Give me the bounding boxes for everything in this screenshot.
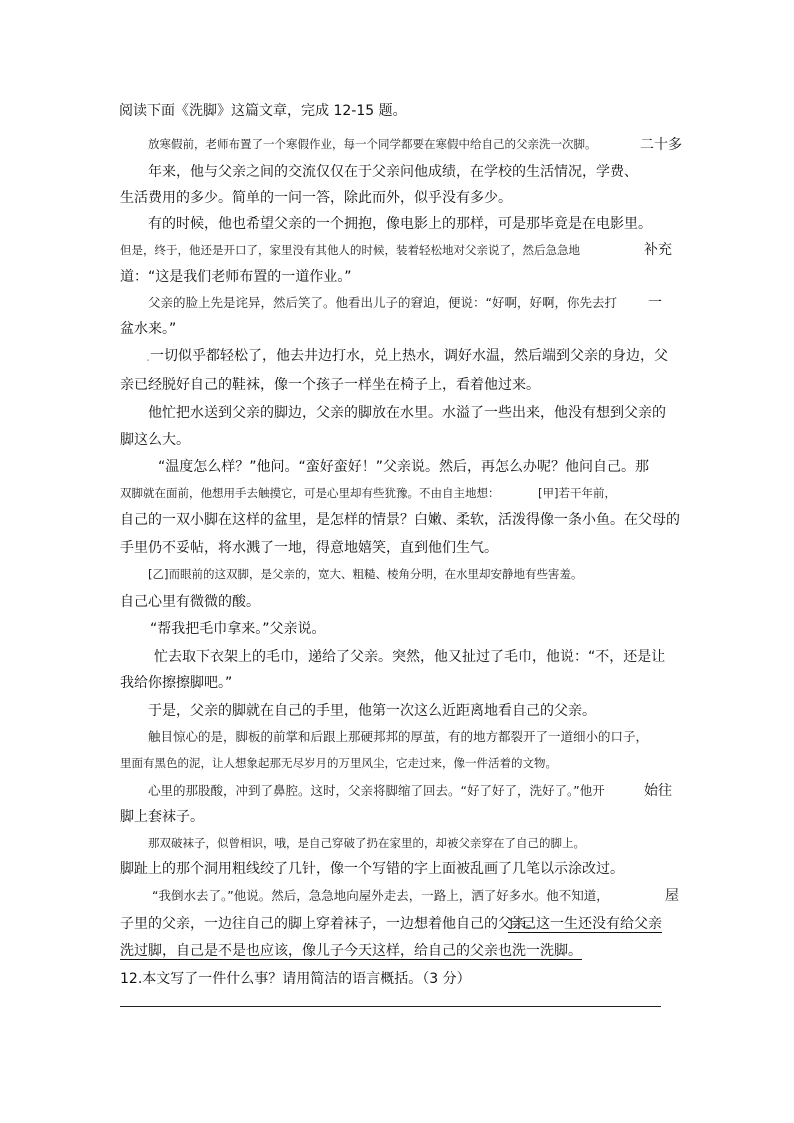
text-line: 放寒假前，老师布置了一个寒假作业，每一个同学都要在寒假中给自己的父亲洗一次脚。 <box>148 137 597 151</box>
text-line: 盆水来。” <box>120 321 177 337</box>
text-line: 他忙把水送到父亲的脚边，父亲的脚放在水里。水溢了一些出来，他没有想到父亲的 <box>148 405 666 421</box>
answer-line[interactable] <box>120 1006 661 1007</box>
text-line: 父亲的脸上先是诧异，然后笑了。他看出儿子的窘迫，便说：“好啊，好啊，你先去打 <box>148 295 617 310</box>
text-line: 但是，终于，他还是开口了，家里没有其他人的时候，装着轻松地对父亲说了，然后急急地 <box>120 243 580 257</box>
text-line: 生活费用的多少。简单的一问一答，除此而外，似乎没有多少。 <box>120 190 512 206</box>
text-line: 自己心里有微微的酸。 <box>120 594 260 610</box>
text-line-tail: 补充 <box>644 242 672 258</box>
text-line: 脚趾上的那个洞用粗线绞了几针，像一个写错的字上面被乱画了几笔以示涂改过。 <box>120 861 624 877</box>
text-line: 年来，他与父亲之间的交流仅仅在于父亲问他成绩，在学校的生活情况，学费、 <box>148 164 638 180</box>
underlined-sentence: 洗过脚，自己是不是也应该，像儿子今天这样，给自己的父亲也洗一洗脚。 <box>120 943 582 959</box>
text-line-tail: 二十多 <box>640 137 682 153</box>
text-line-tail: [甲]若干年前， <box>538 486 616 500</box>
text-line: 有的时候，他也希望父亲的一个拥抱，像电影上的那样，可是那毕竟是在电影里。 <box>148 216 652 232</box>
text-line: 道：“这是我们老师布置的一道作业。” <box>120 269 352 285</box>
text-line: 里面有黑色的泥，让人想象起那无尽岁月的万里风尘，它走过来，像一件活着的文物。 <box>120 756 557 770</box>
text-line: 触目惊心的是，脚板的前掌和后跟上那硬邦邦的厚茧，有的地方都裂开了一道细小的口子， <box>148 729 649 744</box>
text-line: 双脚就在面前，他想用手去触摸它，可是心里却有些犹豫。不由自主地想： <box>120 486 500 500</box>
text-line: 手里仍不妥帖，将水溅了一地，得意地嬉笑，直到他们生气。 <box>120 540 498 556</box>
text-line-tail: 屋 <box>665 888 679 904</box>
text-line: [乙]而眼前的这双脚，是父亲的，宽大、粗糙、棱角分明，在水里却安静地有些害羞。 <box>148 567 583 581</box>
intro-line: 阅读下面《洗脚》这篇文章，完成 12-15 题。 <box>119 103 407 119</box>
text-line: 亲已经脱好自己的鞋袜，像一个孩子一样坐在椅子上，看着他过来。 <box>120 377 540 393</box>
underlined-sentence: 自己这一生还没有给父亲 <box>508 916 662 932</box>
text-line: “我倒水去了。”他说。然后，急急地向屋外走去，一路上，洒了好多水。他不知道， <box>152 888 609 903</box>
text-line: 子里的父亲，一边往自己的脚上穿着袜子，一边想着他自己的父亲。 <box>120 916 540 932</box>
text-line: 忙去取下衣架上的毛巾，递给了父亲。突然，他又扯过了毛巾，他说：“不，还是让 <box>154 649 666 665</box>
text-line: 我给你擦擦脚吧。” <box>120 675 233 691</box>
text-line: 脚上套袜子。 <box>120 809 204 825</box>
text-line: 那双破袜子，似曾相识，哦，是自己穿破了扔在家里的，却被父亲穿在了自己的脚上。 <box>148 836 585 850</box>
text-line: 自己的一双小脚在这样的盆里，是怎样的情景？白嫩、柔软，活泼得像一条小鱼。在父母的 <box>120 512 680 528</box>
text-line: “帮我把毛巾拿来。”父亲说。 <box>150 621 326 637</box>
text-line: “温度怎么样？”他问。“蛮好蛮好！”父亲说。然后，再怎么办呢？他问自己。那 <box>158 459 650 475</box>
question-12: 12.本文写了一件什么事？请用简洁的语言概括。（3 分） <box>120 971 471 987</box>
text-line: 心里的那股酸，冲到了鼻腔。这时，父亲将脚缩了回去。“好了好了，洗好了。”他开 <box>148 783 605 798</box>
text-line: 脚这么大。 <box>120 432 190 448</box>
bullet-mark-icon: . <box>146 350 150 364</box>
text-line-tail: 始往 <box>644 783 672 799</box>
text-line-tail: 一 <box>648 295 662 311</box>
text-line: 于是，父亲的脚就在自己的手里，他第一次这么近距离地看自己的父亲。 <box>148 703 596 719</box>
text-line: 一切似乎都轻松了，他去井边打水，兑上热水，调好水温，然后端到父亲的身边，父 <box>150 348 668 364</box>
